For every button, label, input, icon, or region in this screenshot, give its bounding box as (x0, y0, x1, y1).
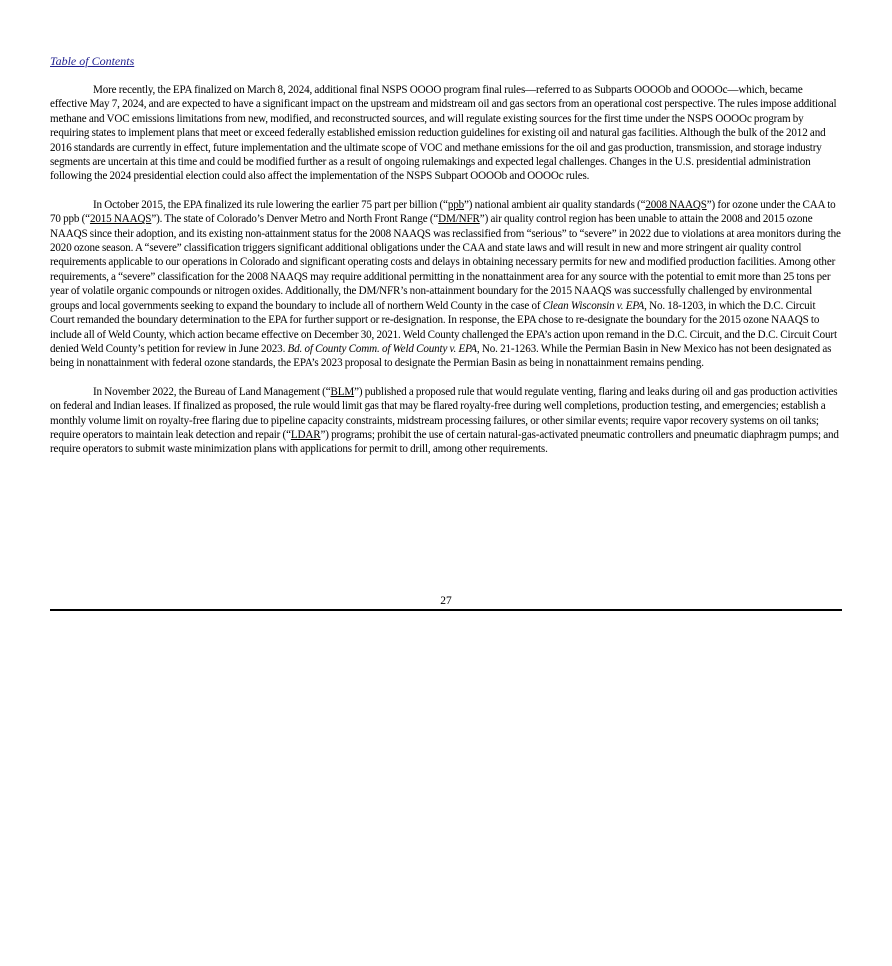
page-number: 27 (440, 595, 452, 607)
case-citation-clean-wisconsin: Clean Wisconsin v. EPA (542, 299, 645, 312)
paragraph-text: ”) programs; prohibit the use of certain natural-gas-activated pneumatic controllers and pneumatic diaphragm pumps; and require operators to submit waste minimization plans with applications for permit to drill, among other requirements. (50, 428, 839, 456)
paragraph-text: ”) national ambient air quality standards (“ (464, 198, 646, 211)
defined-term-ppb: ppb (447, 198, 465, 211)
defined-term-2008-naaqs: 2008 NAAQS (645, 198, 707, 211)
defined-term-ldar: LDAR (290, 428, 321, 441)
document-page (50, 52, 842, 607)
paragraph-text: In November 2022, the Bureau of Land Management (“ (93, 385, 331, 398)
paragraph-text: , No. 21-1263. While the Permian Basin in New Mexico has not been designated as being in nonattainment with federal ozone standards, the EPA’s 2023 proposal to designate the Permian Basin as being in nonattainment remains pending. (50, 342, 832, 370)
paragraph-text: ”) published a proposed rule that would regulate venting, flaring and leaks during oil and gas production activities on federal and Indian leases. If finalized as proposed, the rule would limit gas that may be flared royalty-free during well completions, production testing, and emergencies; establish a monthly volume limit on royalty-free flaring due to pipeline capacity constraints, midstream processing failures, or other similar events; require vapor recovery systems on oil tanks; require operators to maintain leak detection and repair (“ (50, 385, 838, 441)
paragraph-text: , No. 18-1203, in which the D.C. Circuit Court remanded the boundary determination to the EPA for further support or re-designation. In response, the EPA chose to re-designate the boundary for the 2015 ozone NAAQS to include all of Weld County, which action became effective on December 30, 2021. Weld County challenged the EPA’s action upon remand in the D.C. Circuit, and the D.C. Circuit Court denied Weld County’s petition for review in June 2023. (50, 299, 837, 355)
paragraph-blm-rule (50, 385, 842, 457)
paragraph-nsps-rules (50, 83, 842, 184)
paragraph-ozone-naaqs (50, 198, 842, 371)
table-of-contents-link[interactable]: Table of Contents (50, 54, 135, 68)
case-citation-weld-county: Bd. of County Comm. of Weld County v. EPA (287, 342, 477, 355)
defined-term-dm-nfr: DM/NFR (438, 213, 480, 226)
paragraph-text: More recently, the EPA finalized on March 8, 2024, additional final NSPS OOOO program final rules—referred to as Subparts OOOOb and OOOOc—which, became effective May 7, 2024, and are expected to have a significant impact on the upstream and midstream oil and gas sectors from an operational cost perspective. The rules impose additional methane and VOC emissions limitations from new, modified, and reconstructed sources, and will regulate existing sources for the first time under the NSPS OOOOc program by requiring states to implement plans that meet or exceed federally established emission reduction guidelines for existing oil and natural gas facilities. Although the bulk of the 2012 and 2016 standards are currently in effect, future implementation and the ultimate scope of VOC and methane emissions for the oil and gas production, transmission, and storage industry segments are uncertain at this time and could be modified further as a result of ongoing rulemakings and expected legal challenges. Changes in the U.S. presidential administration following the 2024 presidential election could also affect the implementation of the NSPS Subpart OOOOb and OOOOc rules. (50, 84, 837, 183)
paragraph-text: ”). The state of Colorado’s Denver Metro and North Front Range (“ (151, 213, 439, 226)
footer-divider (50, 609, 842, 611)
defined-term-blm: BLM (330, 385, 355, 398)
defined-term-2015-naaqs: 2015 NAAQS (89, 213, 152, 226)
paragraph-text: In October 2015, the EPA finalized its rule lowering the earlier 75 part per billion (“ (93, 198, 448, 211)
paragraph-text: ”) air quality control region has been unable to attain the 2008 and 2015 ozone NAAQS since their adoption, and its existing non-attainment status for the 2008 NAAQS was reclassified from “serious” to “severe” in 2022 due to violations at area monitors during the 2020 ozone season. A “severe” classification triggers significant additional obligations under the CAA and state laws and will result in new and more stringent air quality control requirements applicable to our operations in Colorado and significant operating costs and delays in obtaining necessary permits for new and modified production facilities. Among other requirements, a “severe” classification for the 2008 NAAQS may require additional permitting in the nonattainment area for any source with the potential to emit more than 25 tons per year of volatile organic compounds or nitrogen oxides. Additionally, the DM/NFR’s non-attainment boundary for the 2015 NAAQS was successfully challenged by environmental groups and local governments seeking to expand the boundary to include all of northern Weld County in the case of (50, 213, 841, 312)
paragraph-text: ”) for ozone under the CAA to 70 ppb (“ (50, 198, 836, 226)
